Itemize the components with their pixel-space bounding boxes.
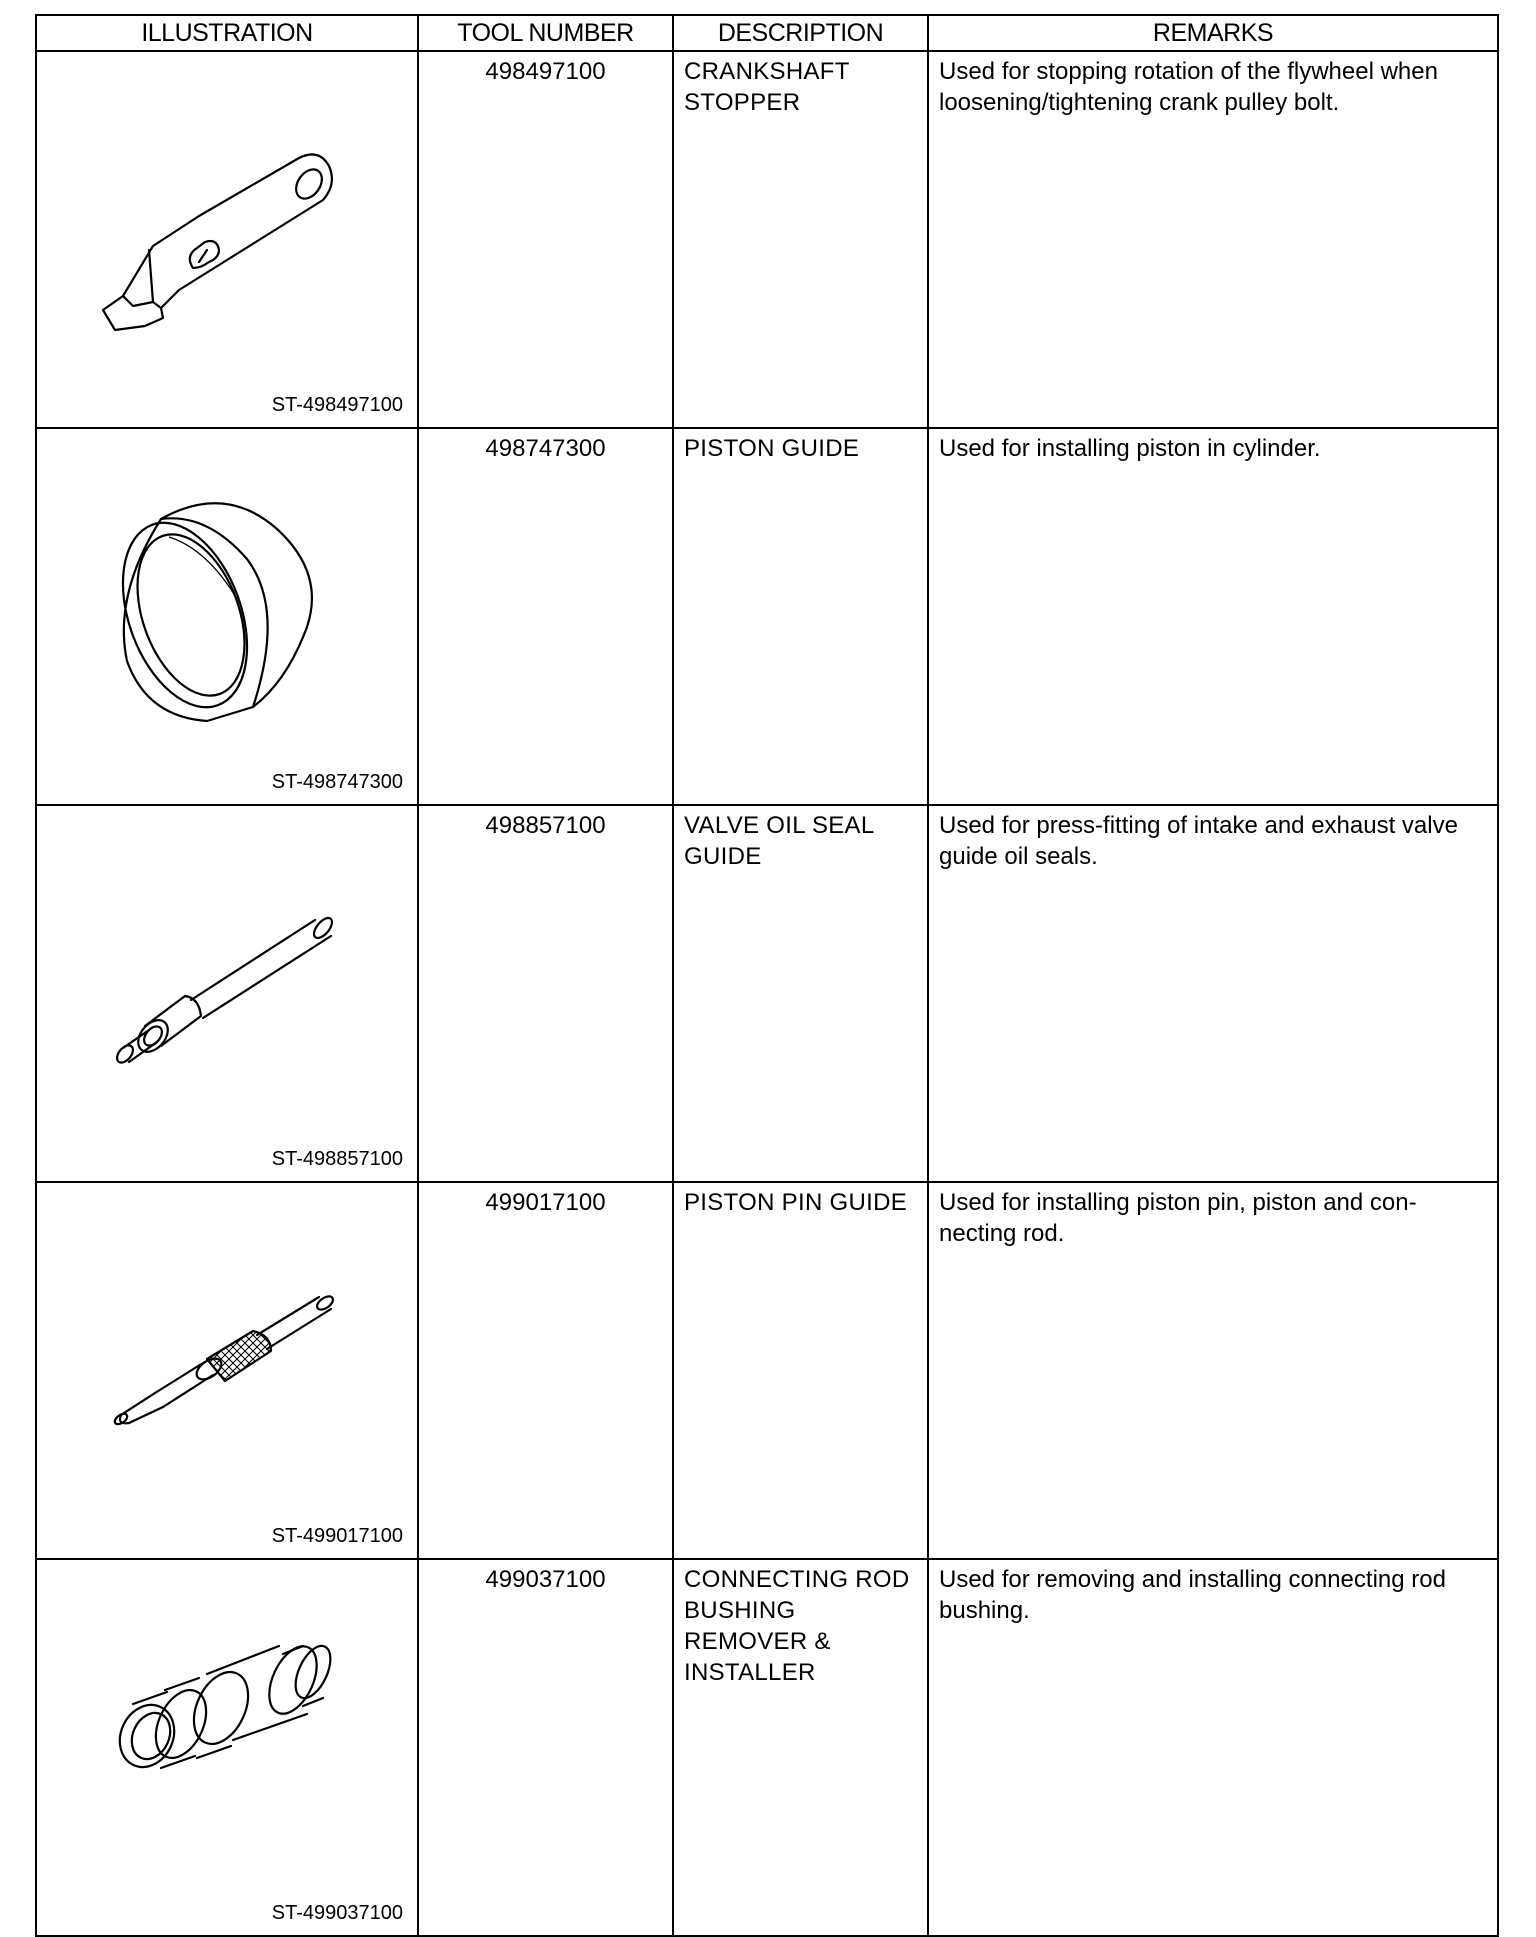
illustration-code: ST-499037100 xyxy=(271,1902,403,1924)
tool-description: PISTON GUIDE xyxy=(673,428,928,805)
table-header-row xyxy=(36,15,1498,51)
illustration-code: ST-499017100 xyxy=(271,1525,403,1547)
tool-number: 498857100 xyxy=(418,805,673,1182)
tool-remarks: Used for installing piston in cylinder. xyxy=(928,428,1498,805)
tool-remarks: Used for stopping rotation of the flywheel when loosening/tightening crank pulley bolt. xyxy=(928,51,1498,428)
tool-number: 499037100 xyxy=(418,1559,673,1936)
tool-remarks: Used for installing piston pin, piston and con- necting rod. xyxy=(928,1182,1498,1559)
table-row xyxy=(36,1559,1498,1936)
illustration-code: ST-498497100 xyxy=(271,394,403,416)
header-illustration: ILLUSTRATION xyxy=(36,15,418,51)
special-tools-table xyxy=(35,14,1499,1937)
connecting-rod-bushing-tool-icon xyxy=(57,1580,397,1880)
table-row xyxy=(36,1182,1498,1559)
tool-description: CRANKSHAFT STOPPER xyxy=(673,51,928,428)
header-tool-number: TOOL NUMBER xyxy=(418,15,673,51)
piston-guide-icon xyxy=(57,449,397,749)
valve-oil-seal-guide-icon xyxy=(57,826,397,1126)
header-description: DESCRIPTION xyxy=(673,15,928,51)
illustration-cell xyxy=(36,1559,418,1936)
illustration-code: ST-498857100 xyxy=(271,1148,403,1170)
illustration-cell xyxy=(36,428,418,805)
illustration-cell xyxy=(36,51,418,428)
table-row xyxy=(36,805,1498,1182)
crankshaft-stopper-icon xyxy=(57,72,397,372)
tool-remarks: Used for removing and installing connecting rod bushing. xyxy=(928,1559,1498,1936)
illustration-code: ST-498747300 xyxy=(271,771,403,793)
tool-remarks: Used for press-fitting of intake and exhaust valve guide oil seals. xyxy=(928,805,1498,1182)
tool-description: PISTON PIN GUIDE xyxy=(673,1182,928,1559)
illustration-cell xyxy=(36,805,418,1182)
table-row xyxy=(36,51,1498,428)
tool-description: CONNECTING ROD BUSHING REMOVER & INSTALLER xyxy=(673,1559,928,1936)
tool-number: 498497100 xyxy=(418,51,673,428)
piston-pin-guide-icon xyxy=(57,1203,397,1503)
tool-number: 498747300 xyxy=(418,428,673,805)
table-row xyxy=(36,428,1498,805)
header-remarks: REMARKS xyxy=(928,15,1498,51)
tool-number: 499017100 xyxy=(418,1182,673,1559)
tool-description: VALVE OIL SEAL GUIDE xyxy=(673,805,928,1182)
illustration-cell xyxy=(36,1182,418,1559)
